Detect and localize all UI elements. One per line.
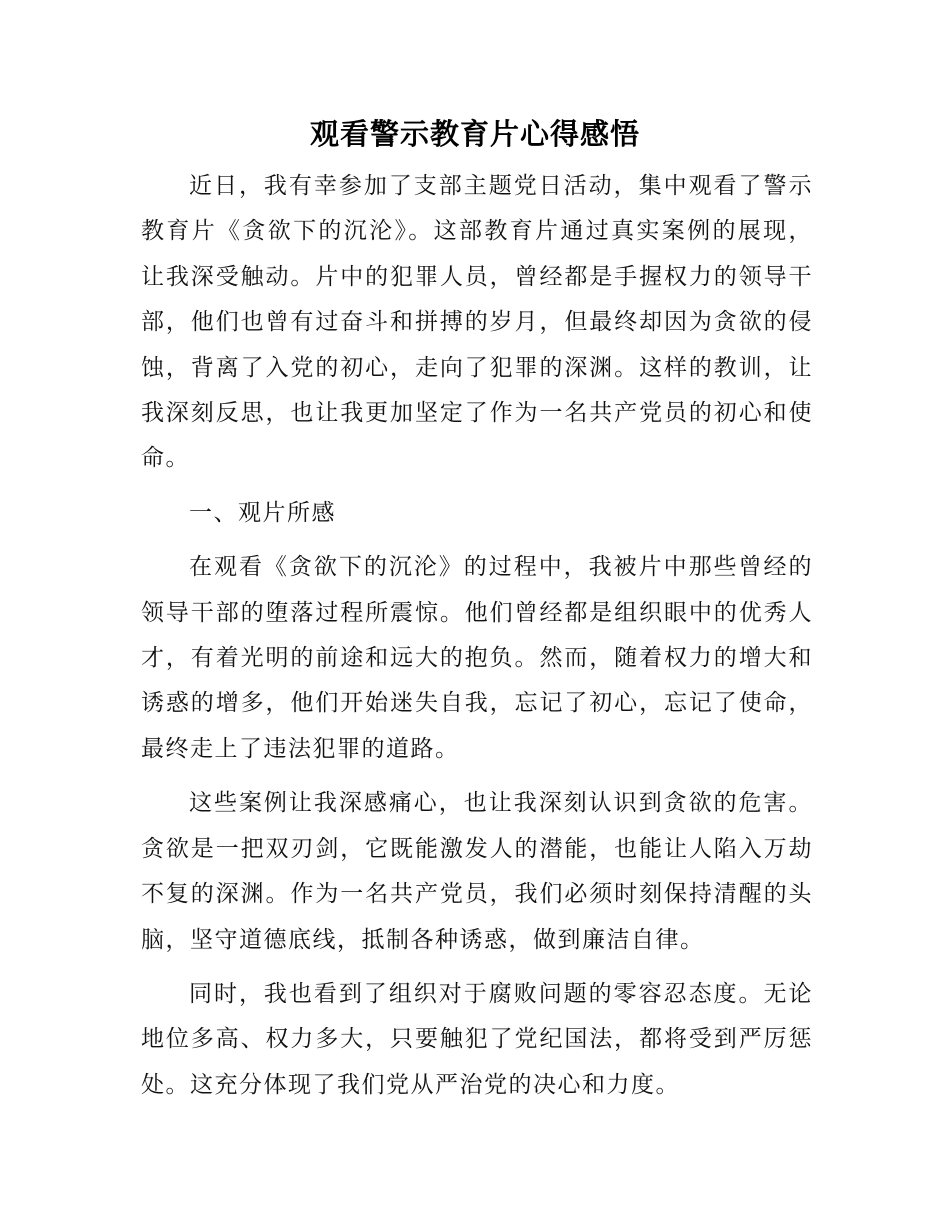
paragraph-viewing: 在观看《贪欲下的沉沦》的过程中，我被片中那些曾经的领导干部的堕落过程所震惊。他们曾经都是组织眼中的优秀人才，有着光明的前途和远大的抱负。然而，随着权力的增大和诱惑的增多，他们开始迷失自我，忘记了初心，忘记了使命，最终走上了违法犯罪的道路。 [141, 554, 813, 762]
document-body [141, 164, 813, 1117]
paragraph-intro: 近日，我有幸参加了支部主题党日活动，集中观看了警示教育片《贪欲下的沉沦》。这部教育片通过真实案例的展现，让我深受触动。片中的犯罪人员，曾经都是手握权力的领导干部，他们也曾有过奋斗和拼搏的岁月，但最终却因为贪欲的侵蚀，背离了入党的初心，走向了犯罪的深渊。这样的教训，让我深刻反思，也让我更加坚定了作为一名共产党员的初心和使命。 [141, 173, 813, 472]
paragraph-zero-tolerance: 同时，我也看到了组织对于腐败问题的零容忍态度。无论地位多高、权力多大，只要触犯了党纪国法，都将受到严厉惩处。这充分体现了我们党从严治党的决心和力度。 [141, 980, 813, 1098]
paragraph-reflection: 这些案例让我深感痛心，也让我深刻认识到贪欲的危害。贪欲是一把双刃剑，它既能激发人的潜能，也能让人陷入万劫不复的深渊。作为一名共产党员，我们必须时刻保持清醒的头脑，坚守道德底线，抵制各种诱惑，做到廉洁自律。 [141, 790, 813, 953]
section-heading: 一、观片所感 [189, 499, 336, 526]
document-title: 观看警示教育片心得感悟 [309, 117, 640, 151]
